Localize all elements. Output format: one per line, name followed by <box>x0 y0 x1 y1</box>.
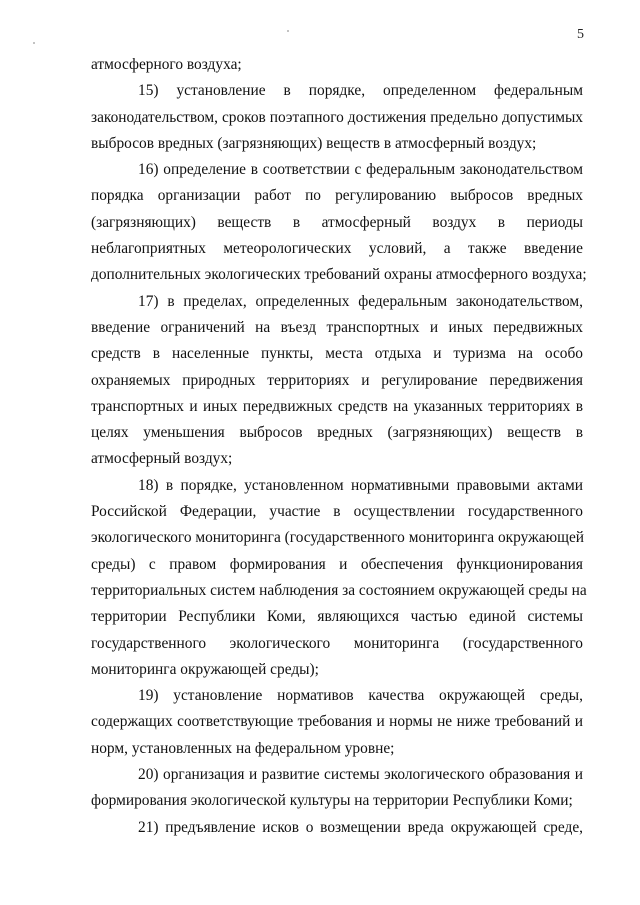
text-line: 18) в порядке, установленном нормативными правовыми актами <box>138 476 583 494</box>
text-line: государственного экологического мониторинга (государственного <box>91 634 583 652</box>
paragraph-p20 <box>91 762 583 815</box>
text-line: 19) установление нормативов качества окружающей среды, <box>138 687 583 705</box>
text-line: законодательством, сроков поэтапного достижения предельно допустимых <box>91 108 583 126</box>
text-line: формирования экологической культуры на территории Республики Коми; <box>91 792 573 810</box>
text-line: 21) предъявление исков о возмещении вреда окружающей среде, <box>138 818 583 836</box>
paragraph-p17 <box>91 289 583 473</box>
text-line: выбросов вредных (загрязняющих) веществ в атмосферный воздух; <box>91 134 537 152</box>
text-line: введение ограничений на въезд транспортных и иных передвижных <box>91 318 583 336</box>
scan-speck <box>287 30 289 32</box>
text-line: дополнительных экологических требований охраны атмосферного воздуха; <box>91 266 587 284</box>
scan-speck <box>33 42 35 44</box>
text-line: атмосферный воздух; <box>91 450 233 468</box>
text-line: содержащих соответствующие требования и нормы не ниже требований и <box>91 713 583 731</box>
paragraph-p-cont <box>91 52 583 78</box>
text-line: неблагоприятных метеорологических условий, а также введение <box>91 240 583 258</box>
paragraph-p16 <box>91 157 587 288</box>
text-line: 17) в пределах, определенных федеральным законодательством, <box>138 292 583 310</box>
document-body <box>91 52 587 841</box>
text-line: охраняемых природных территориях и регулирование передвижения <box>91 371 583 389</box>
paragraph-p18 <box>91 473 587 683</box>
text-line: мониторинга окружающей среды); <box>91 660 319 678</box>
text-line: территориальных систем наблюдения за состоянием окружающей среды на <box>91 581 587 599</box>
text-line: норм, установленных на федеральном уровне; <box>91 739 395 757</box>
text-line: территории Республики Коми, являющихся частью единой системы <box>91 608 583 626</box>
text-line: целях уменьшения выбросов вредных (загрязняющих) веществ в <box>91 424 583 442</box>
paragraph-p15 <box>91 78 583 157</box>
text-line: 15) установление в порядке, определенном федеральным <box>138 82 583 100</box>
text-line: транспортных и иных передвижных средств на указанных территориях в <box>91 397 583 415</box>
page-number: 5 <box>577 27 584 42</box>
paragraph-p19 <box>91 683 583 762</box>
text-line: экологического мониторинга (государственного мониторинга окружающей <box>91 529 585 547</box>
paragraph-p21 <box>91 815 583 841</box>
text-line: 20) организация и развитие системы экологического образования и <box>138 766 583 784</box>
text-line: Российской Федерации, участие в осуществлении государственного <box>91 503 583 521</box>
text-line: (загрязняющих) веществ в атмосферный воздух в периоды <box>91 213 583 231</box>
text-line: 16) определение в соответствии с федеральным законодательством <box>138 161 583 179</box>
text-line: среды) с правом формирования и обеспечения функционирования <box>91 555 583 573</box>
text-line: средств в населенные пункты, места отдыха и туризма на особо <box>91 345 583 363</box>
text-line: порядка организации работ по регулированию выбросов вредных <box>91 187 583 205</box>
text-line: атмосферного воздуха; <box>91 56 242 73</box>
